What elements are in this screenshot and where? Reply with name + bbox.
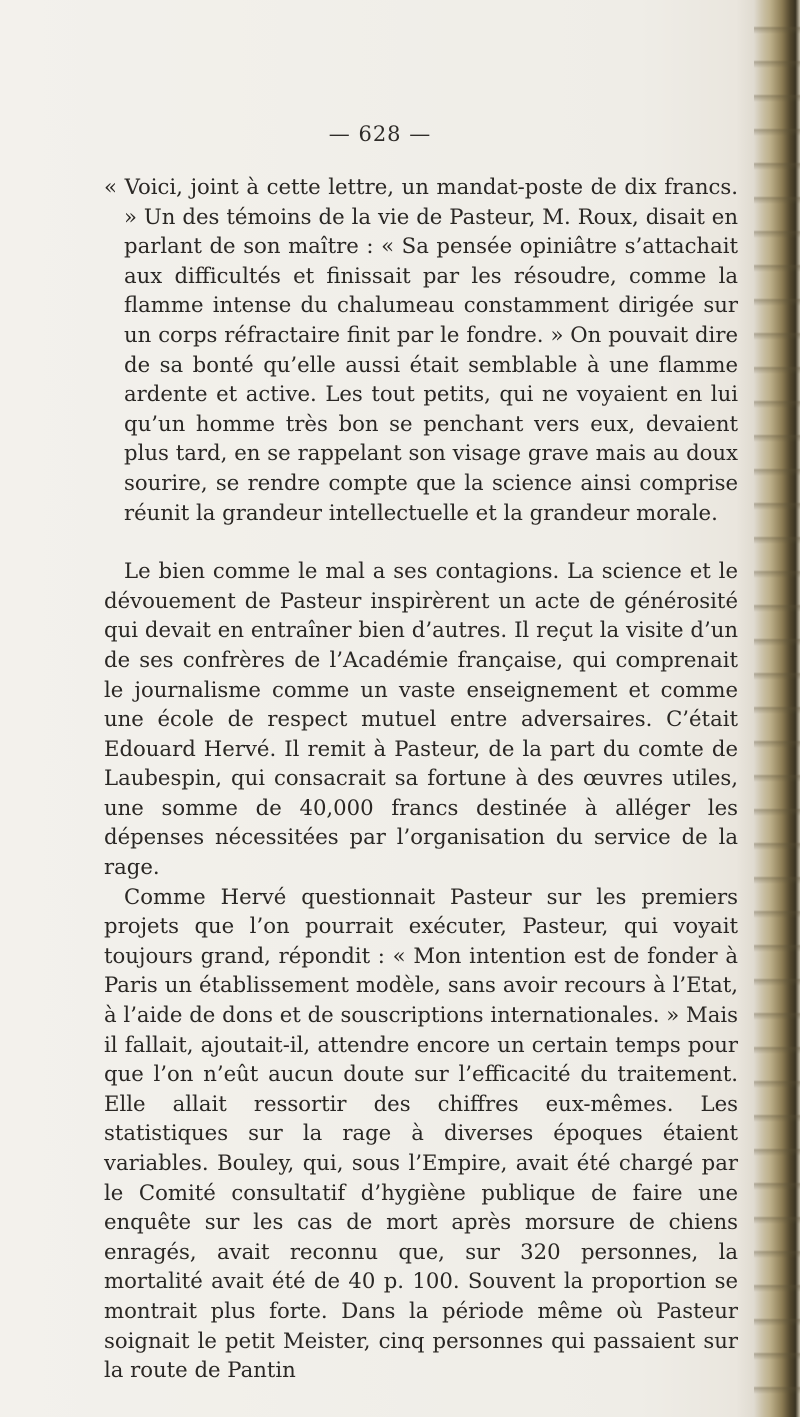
paragraph-statistics: Comme Hervé questionnait Pasteur sur les premiers projets que l’on pourrait exécuter, Pasteur, qui voyait toujours grand, répondit : « Mon intention est de fonder à Paris un établissement modèle, sans avoir recours à l’Etat, à l’aide de dons et de souscriptions internationales. » Mais il fallait, ajoutait-il, attendre encore un certain temps pour que l’on n’eût aucun doute sur l’efficacité du traitement. Elle allait ressortir des chiffres eux-mêmes. Les statistiques sur la rage à diverses époques étaient variables. Bouley, qui, sous l’Empire, avait été chargé par le Comité consultatif d’hygiène publique de faire une enquête sur les cas de mort après morsure de chiens enragés, avait reconnu que, sur 320 personnes, la mortalité avait été de 40 p. 100. Souvent la proportion se montrait plus forte. Dans la période même où Pasteur soignait le petit Meister, cinq personnes qui passaient sur la route de Pantin — [104, 883, 738, 1383]
page-number: — 628 — — [328, 122, 432, 146]
book-binding-edge — [754, 0, 800, 1417]
paragraph-quote-roux: « Voici, joint à cette lettre, un mandat-poste de dix francs. » Un des témoins de la vie de Pasteur, M. Roux, disait en parlant de son maître : « Sa pensée opiniâtre s’attachait aux difficultés et finissait par les résoudre, comme la flamme intense du chalumeau constamment dirigée sur un corps réfractaire finit par le fondre. » On pouvait dire de sa bonté qu’elle aussi était semblable à une flamme ardente et active. Les tout petits, qui ne voyaient en lui qu’un homme très bon se penchant vers eux, devaient plus tard, en se rappelant son visage grave mais au doux sourire, se rendre compte que la science ainsi comprise réunit la grandeur intellectuelle et la grandeur morale. — [104, 174, 738, 525]
paragraph-gap — [104, 527, 738, 556]
body-text — [104, 172, 738, 1385]
paragraph-herve-donation: Le bien comme le mal a ses contagions. La science et le dévouement de Pasteur inspirèrent un acte de générosité qui devait en entraîner bien d’autres. Il reçut la visite d’un de ses confrères de l’Académie française, qui comprenait le journalisme comme un vaste enseignement et comme une école de respect mutuel entre adversaires. C’était Edouard Hervé. Il remit à Pasteur, de la part du comte de Laubespin, qui consacrait sa fortune à des œuvres utiles, une somme de 40,000 francs destinée à alléger les dépenses nécessitées par l’organisation du service de la rage. — [104, 558, 738, 880]
